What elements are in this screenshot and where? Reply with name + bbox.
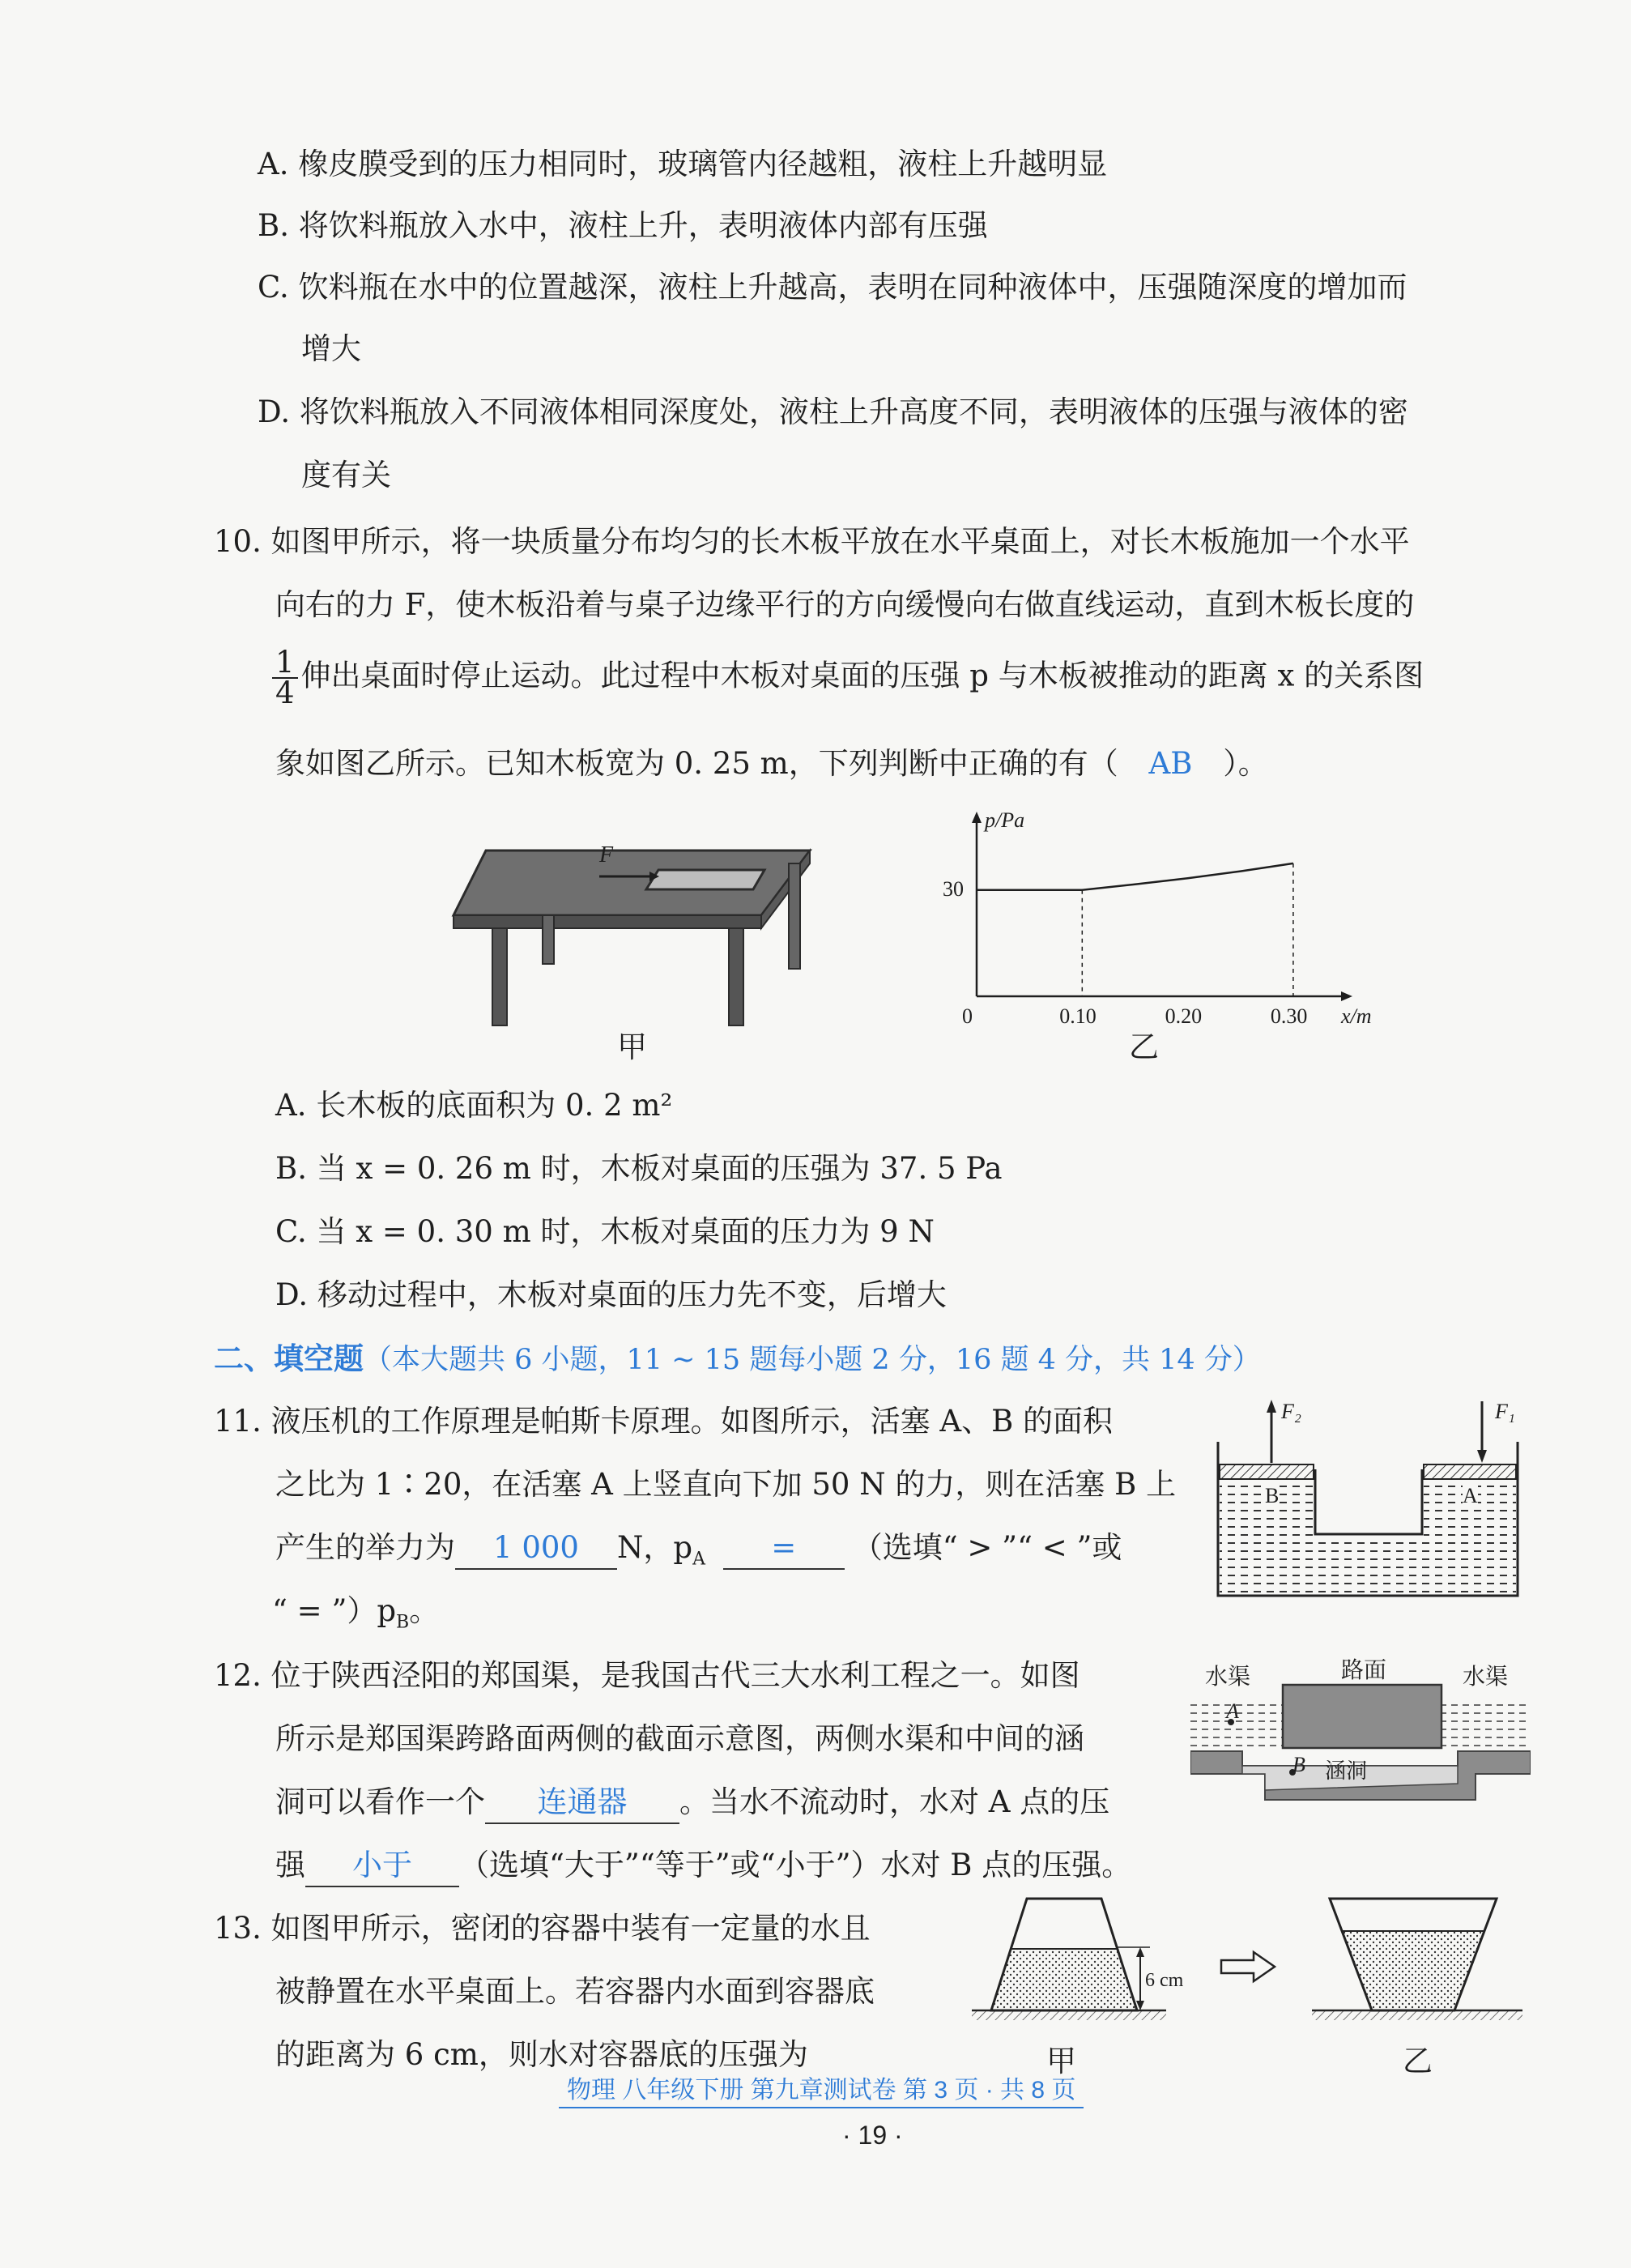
chart-y-tick-label: 30 (943, 876, 964, 901)
q10-line1: 10. 如图甲所示，将一块质量分布均匀的长木板平放在水平桌面上，对长木板施加一个水平 (214, 524, 1410, 559)
q12-answer-2: 小于 (305, 1845, 459, 1887)
point-label-a: A (1226, 1699, 1239, 1723)
fraction-denominator: 4 (275, 676, 295, 710)
q11-line3-end: （选填“ > ”“ < ”或 (852, 1530, 1122, 1565)
q12-line1: 12. 位于陕西泾阳的郑国渠，是我国古代三大水利工程之一。如图 (214, 1658, 1080, 1693)
subscript-a: A (692, 1549, 705, 1570)
q12-line3-end: 。当水不流动时，水对 A 点的压 (679, 1784, 1110, 1819)
q11-line3 (275, 1528, 1122, 1580)
q9-option-b: B. 将饮料瓶放入水中，液柱上升，表明液体内部有压强 (258, 208, 988, 243)
q12-answer-1: 连通器 (485, 1782, 679, 1824)
fig-label-jia: 甲 (617, 1030, 647, 1064)
q9-option-c-line2: 增大 (301, 331, 361, 366)
q12-line4-text: 强 (275, 1848, 305, 1882)
q10-figure-table (437, 834, 826, 1029)
q13-fig-label-yi: 乙 (1403, 2044, 1433, 2078)
q13-line2: 被静置在水平桌面上。若容器内水面到容器底 (275, 1974, 875, 2009)
piston-label-a: A (1463, 1484, 1478, 1507)
q13-container-figure (964, 1895, 1531, 2041)
depth-label: 6 cm (1145, 1970, 1184, 1991)
force-label-f: F (599, 842, 614, 868)
chart-series-line (977, 863, 1293, 890)
q10-line4 (275, 744, 1268, 784)
q13-fig-label-jia: 甲 (1046, 2044, 1076, 2078)
q10-option-a: A. 长木板的底面积为 0. 2 m² (275, 1088, 673, 1123)
chart-axes (972, 812, 1352, 1001)
q11-line1: 11. 液压机的工作原理是帕斯卡原理。如图所示，活塞 A、B 的面积 (214, 1404, 1114, 1439)
q12-line2: 所示是郑国渠跨路面两侧的截面示意图，两侧水渠和中间的涵 (275, 1721, 1084, 1756)
fig-label-yi: 乙 (1129, 1030, 1159, 1064)
q11-answer-1: 1 000 (455, 1528, 617, 1570)
fraction-numerator: 1 (272, 648, 298, 679)
q10-line2: 向右的力 F，使木板沿着与桌子边缘平行的方向缓慢向右做直线运动，直到木板长度的 (275, 587, 1415, 622)
section-subtitle: （本大题共 6 小题，11 ~ 15 题每小题 2 分，16 题 4 分，共 14 分） (364, 1344, 1261, 1376)
culvert-label: 涵洞 (1325, 1759, 1368, 1783)
canal-label-left: 水渠 (1205, 1665, 1251, 1690)
section-heading (214, 1338, 1261, 1380)
q9-option-d-line2: 度有关 (301, 458, 391, 492)
chart-x-tick-label: 0.10 (1059, 1004, 1097, 1028)
subscript-b: B (396, 1612, 410, 1633)
q11-line3-mid: N，p (617, 1530, 693, 1565)
chart-x-tick-label: 0.20 (1165, 1004, 1203, 1028)
q10-line4-end: ）。 (1223, 746, 1268, 781)
q10-line4-text: 象如图乙所示。已知木板宽为 0. 25 m，下列判断中正确的有（ (275, 746, 1118, 781)
q11-line4 (272, 1591, 439, 1643)
q12-line3 (275, 1782, 1109, 1824)
q12-line4-end: （选填“大于”“等于”或“小于”）水对 B 点的压强。 (459, 1848, 1132, 1882)
page-number: · 19 · (842, 2121, 903, 2150)
force-label-f1: F₁ (1495, 1400, 1515, 1423)
canal-label-right: 水渠 (1463, 1665, 1509, 1690)
chart-x-axis-label: x/m (1341, 1004, 1372, 1028)
q10-line3-text: 伸出桌面时停止运动。此过程中木板对桌面的压强 p 与木板被推动的距离 x 的关系图 (300, 658, 1424, 693)
q10-pressure-chart (923, 810, 1361, 1021)
q10-option-b: B. 当 x = 0. 26 m 时，木板对桌面的压强为 37. 5 Pa (275, 1151, 1003, 1186)
q11-line3-text: 产生的举力为 (275, 1530, 455, 1565)
q11-line4-end: 。 (409, 1593, 440, 1628)
q10-answer: AB (1148, 746, 1193, 781)
q11-line2: 之比为 1∶20，在活塞 A 上竖直向下加 50 N 的力，则在活塞 B 上 (275, 1467, 1177, 1502)
q12-line3-text: 洞可以看作一个 (275, 1784, 485, 1819)
q10-line3 (272, 645, 1424, 710)
chart-x-tick-label: 0 (962, 1004, 973, 1028)
q12-line4 (275, 1845, 1131, 1887)
point-label-b: B (1292, 1753, 1305, 1776)
chart-y-axis-label: p/Pa (985, 808, 1025, 832)
q11-line4-text: “ = ”）p (272, 1593, 397, 1628)
q13-line3: 的距离为 6 cm，则水对容器底的压强为 (275, 2037, 808, 2072)
fraction-one-quarter (272, 645, 298, 710)
q11-answer-2: = (723, 1528, 845, 1570)
piston-label-b: B (1265, 1484, 1280, 1507)
chart-x-tick-label: 0.30 (1270, 1004, 1308, 1028)
road-label: 路面 (1341, 1658, 1387, 1683)
q9-option-a: A. 橡皮膜受到的压力相同时，玻璃管内径越粗，液柱上升越明显 (258, 147, 1108, 181)
q10-option-c: C. 当 x = 0. 30 m 时，木板对桌面的压力为 9 N (275, 1214, 935, 1249)
section-title: 二、填空题 (214, 1341, 364, 1376)
q9-option-d-line1: D. 将饮料瓶放入不同液体相同深度处，液柱上升高度不同，表明液体的压强与液体的密 (258, 394, 1408, 429)
force-label-f2: F₂ (1281, 1400, 1301, 1423)
chart-guides (1082, 863, 1293, 996)
chart-y-axis-arrow (972, 812, 982, 823)
chart-x-axis-arrow (1341, 991, 1352, 1001)
q10-option-d: D. 移动过程中，木板对桌面的压力先不变，后增大 (275, 1277, 947, 1312)
page-footer: 物理 八年级下册 第九章测试卷 第 3 页 · 共 8 页 (559, 2070, 1084, 2108)
q13-line1: 13. 如图甲所示，密闭的容器中装有一定量的水且 (214, 1911, 871, 1946)
q9-option-c-line1: C. 饮料瓶在水中的位置越深，液柱上升越高，表明在同种液体中，压强随深度的增加而 (258, 270, 1407, 305)
